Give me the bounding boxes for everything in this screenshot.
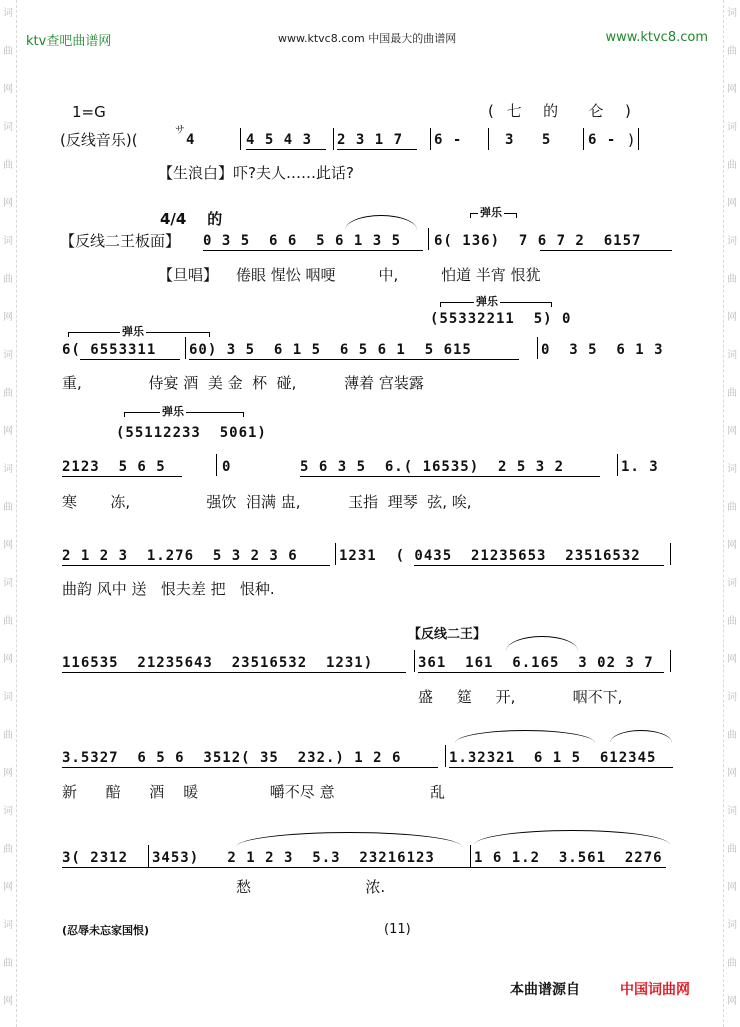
watermark-glyph: 网 [727,540,737,551]
header-center-site[interactable]: www.ktvc8.com 中国最大的曲谱网 [278,32,457,45]
watermark-glyph: 词 [3,806,13,817]
watermark-glyph: 词 [3,236,13,247]
slur [474,830,670,845]
tanle-label: 弹乐 [476,295,498,308]
watermark-glyph: 网 [727,654,737,665]
watermark-glyph: 曲 [727,844,737,855]
underline [418,672,664,673]
underline [414,565,664,566]
section-label-erwang: 【反线二王】 [408,627,487,642]
watermark-glyph: 曲 [727,46,737,57]
slur [236,832,462,847]
phrase3-notes-a: 2123 5 6 5 [62,459,166,475]
watermark-glyph: 曲 [727,502,737,513]
lyric-line-3: 寒 冻, 强饮 泪满 盅, 玉指 理琴 弦, 唉, [62,493,472,511]
watermark-glyph: 曲 [3,844,13,855]
watermark-glyph: 词 [727,236,737,247]
intro-notes-a: 4 [186,132,196,148]
intro-notes-e: 3 5 [505,132,561,148]
barline [583,128,584,150]
watermark-glyph: 词 [727,578,737,589]
lyric-line-5: 盛 筵 开, 咽不下, [418,688,623,706]
barline [185,337,186,359]
banmian-notes-a: 0 3 5 6 6 5 6 1 3 5 [203,233,402,249]
underline [62,867,666,868]
left-watermark-strip [0,0,17,1027]
underline [62,476,182,477]
watermark-glyph: 词 [727,806,737,817]
barline [333,128,334,150]
lyric-line-1: 倦眼 惺忪 咽哽 中, 怕道 半宵 恨犹 [236,266,541,284]
watermark-glyph: 词 [727,8,737,19]
underline [62,565,330,566]
watermark-glyph: 网 [3,198,13,209]
watermark-glyph: 网 [3,312,13,323]
barline [148,845,149,867]
phrase6-notes-b: 1.32321 6 1 5 612345 [449,750,657,766]
watermark-glyph: 曲 [727,616,737,627]
intro-notes-b: 4 5 4 3 [246,132,313,148]
watermark-glyph: 网 [727,882,737,893]
watermark-glyph: 曲 [3,958,13,969]
underline [337,149,417,150]
right-watermark-strip [723,0,740,1027]
underline [189,359,519,360]
watermark-glyph: 词 [727,464,737,475]
intro-close: ) [628,131,634,149]
barline [430,128,431,150]
barline [414,650,415,672]
watermark-glyph: 曲 [3,616,13,627]
header-left-site[interactable]: ktv查吧曲谱网 [26,34,112,49]
watermark-glyph: 曲 [3,274,13,285]
header-right-site[interactable]: www.ktvc8.com [605,30,708,45]
lyric-line-7: 愁 浓. [236,878,386,896]
page-number: (11) [384,922,411,937]
barline [335,543,336,565]
slur [610,730,672,743]
watermark-glyph: 曲 [727,274,737,285]
barline [670,650,671,672]
intro-notes-f: 6 - [588,132,617,148]
section-label-banmian: 【反线二王板面】 [60,232,181,250]
phrase3-notes-b: 0 [222,459,232,475]
key-signature: 1=G [72,103,106,121]
tanle-notes-a: (55332211 5) 0 [430,311,572,327]
watermark-glyph: 网 [3,996,13,1007]
phrase3-notes-d: 1. 3 [621,459,659,475]
underline [80,359,180,360]
tanle-notes-b: (55112233 5061) [116,425,267,441]
underline [203,250,423,251]
intro-label: (反线音乐)( [60,131,138,149]
intro-notes-d: 6 - [434,132,463,148]
watermark-glyph: 词 [727,692,737,703]
free-tempo-mark: サ [175,125,185,136]
phrase5-notes-b: 361 161 6.165 3 02 3 7 [418,655,654,671]
watermark-glyph: 曲 [727,160,737,171]
singer-label: 【旦唱】 [158,266,219,284]
watermark-glyph: 词 [3,920,13,931]
watermark-glyph: 词 [3,578,13,589]
watermark-glyph: 曲 [727,730,737,741]
phrase7-notes-a: 3( 2312 [62,850,129,866]
barline [617,454,618,476]
intro-top-text: ( 七 的 仑 ) [488,102,635,120]
phrase4-notes-b: 1231 ( 0435 21235653 23516532 [339,548,641,564]
barline [216,454,217,476]
tanle-label: 弹乐 [480,206,502,219]
watermark-glyph: 网 [3,768,13,779]
barline [428,228,429,250]
barline [240,128,241,150]
underline [540,250,672,251]
barline [488,128,489,150]
watermark-glyph: 曲 [727,388,737,399]
watermark-glyph: 曲 [3,388,13,399]
watermark-glyph: 词 [3,350,13,361]
phrase2-notes-c: 0 3 5 6 1 3 [541,342,664,358]
watermark-glyph: 词 [727,350,737,361]
underline [62,767,438,768]
phrase4-notes-a: 2 1 2 3 1.276 5 3 2 3 6 [62,548,298,564]
barline [537,337,538,359]
spoken-line-1: 【生浪白】吓?夫人……此话? [158,164,354,182]
watermark-glyph: 网 [3,882,13,893]
watermark-glyph: 网 [3,84,13,95]
watermark-glyph: 网 [3,654,13,665]
watermark-glyph: 曲 [727,958,737,969]
meter-mark: 4/4 的 [160,210,223,228]
slur [455,730,595,743]
watermark-glyph: 词 [727,920,737,931]
underline [246,149,326,150]
banmian-notes-b: 6( 136) 7 6 7 2 6157 [434,233,642,249]
slur [506,636,578,651]
watermark-glyph: 网 [727,768,737,779]
watermark-glyph: 曲 [3,46,13,57]
watermark-glyph: 词 [3,692,13,703]
barline [670,543,671,565]
phrase2-notes-a: 6( 6553311 [62,342,157,358]
watermark-glyph: 网 [727,198,737,209]
barline [638,128,639,150]
underline [62,672,406,673]
watermark-glyph: 曲 [3,730,13,741]
watermark-glyph: 网 [727,84,737,95]
tanle-label: 弹乐 [162,405,184,418]
phrase6-notes-a: 3.5327 6 5 6 3512( 35 232.) 1 2 6 [62,750,402,766]
watermark-glyph: 网 [727,312,737,323]
intro-notes-c: 2 3 1 7 [337,132,404,148]
phrase7-notes-b: 3453) 2 1 2 3 5.3 23216123 [152,850,435,866]
tanle-label: 弹乐 [122,325,144,338]
lyric-line-4: 曲韵 风中 送 恨夫差 把 恨种. [62,580,275,598]
source-label: 本曲谱源自 [510,982,580,998]
lyric-line-2: 重, 侍宴 酒 美 金 杯 碰, 薄着 宫装露 [62,374,424,392]
phrase7-notes-c: 1 6 1.2 3.561 2276 [474,850,663,866]
watermark-glyph: 曲 [3,502,13,513]
watermark-glyph: 词 [3,8,13,19]
barline [445,745,446,767]
phrase3-notes-c: 5 6 3 5 6.( 16535) 2 5 3 2 [300,459,565,475]
barline [470,845,471,867]
watermark-glyph: 曲 [3,160,13,171]
watermark-glyph: 网 [727,996,737,1007]
source-site-link[interactable]: 中国词曲网 [620,982,690,998]
underline [300,476,600,477]
watermark-glyph: 网 [3,540,13,551]
phrase2-notes-b: 60) 3 5 6 1 5 6 5 6 1 5 615 [189,342,472,358]
watermark-glyph: 网 [3,426,13,437]
watermark-glyph: 词 [727,122,737,133]
watermark-glyph: 词 [3,464,13,475]
watermark-glyph: 网 [727,426,737,437]
underline [449,767,673,768]
footer-note: (忍辱未忘家国恨) [62,924,150,937]
phrase5-notes-a: 116535 21235643 23516532 1231) [62,655,374,671]
slur [345,215,417,230]
lyric-line-6: 新 醅 酒 暖 嚼不尽 意 乱 [62,783,445,801]
watermark-glyph: 词 [3,122,13,133]
